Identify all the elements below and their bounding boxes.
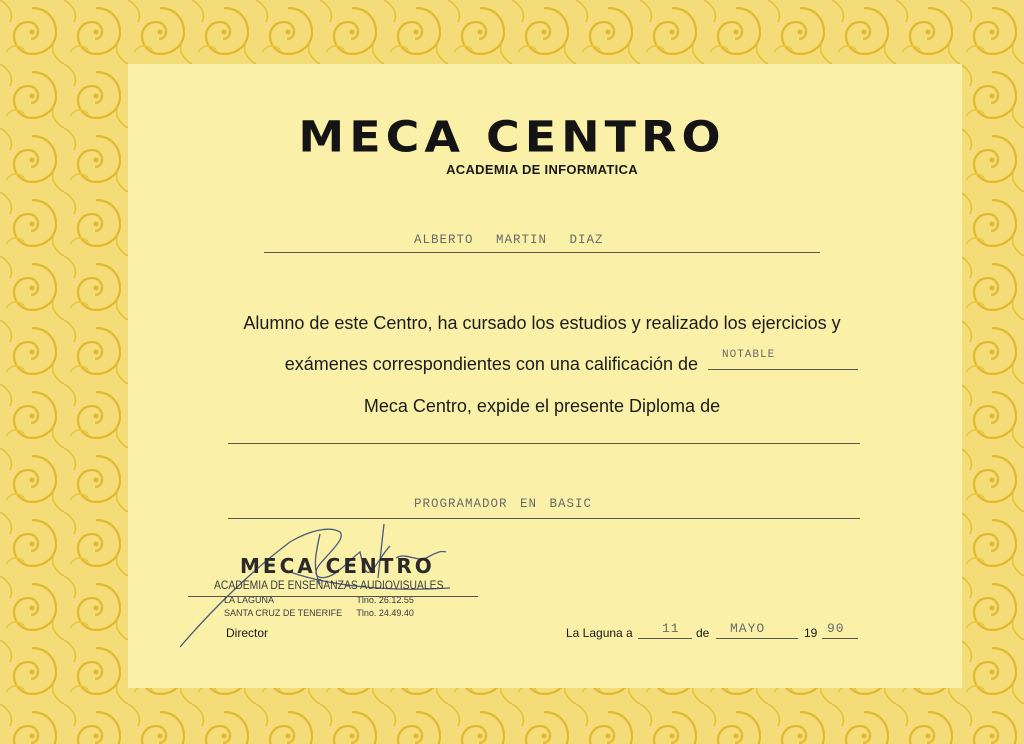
date-month-line (716, 638, 798, 639)
signature-line (188, 596, 478, 597)
stamp-phone-1: Tlno. 26.12.55 (356, 595, 414, 605)
date-century: 19 (804, 626, 818, 640)
director-label: Director (226, 626, 269, 640)
grade-line (708, 369, 858, 370)
date-day: 11 (662, 621, 680, 636)
stamp-subtitle: ACADEMIA DE ENSEÑANZAS AUDIOVISUALES (214, 580, 444, 592)
date-day-line (638, 638, 692, 639)
date-place: La Laguna a (566, 626, 633, 640)
date-year: 90 (827, 621, 845, 636)
institution-subtitle: ACADEMIA DE INFORMATICA (446, 162, 638, 177)
date-year-line (822, 638, 858, 639)
body-line-1: Alumno de este Centro, ha cursado los estudios y realizado los ejercicios y (243, 313, 841, 333)
body-line-2 (228, 354, 698, 375)
institution-stamp (214, 554, 469, 618)
stamp-phone-2: Tlno. 24.49.40 (356, 608, 414, 618)
body-line-2-text: exámenes correspondientes con una calificación de (284, 354, 698, 374)
stamp-city: LA LAGUNA (224, 595, 275, 605)
date-de: de (696, 626, 710, 640)
stamp-city-2: SANTA CRUZ DE TENERIFE (224, 608, 343, 618)
student-name-line (264, 252, 820, 253)
stamp-row-2 (224, 608, 469, 618)
body-line-3: Meca Centro, expide el presente Diploma de (363, 396, 721, 416)
grade-value: NOTABLE (722, 349, 776, 361)
date-month: MAYO (730, 621, 766, 636)
course-name: PROGRAMADOR EN BASIC (414, 497, 593, 511)
diploma-blank-line (228, 443, 860, 444)
student-name: ALBERTO MARTIN DIAZ (414, 233, 604, 247)
institution-logo: MECA CENTRO (298, 112, 726, 162)
stamp-logo: MECA CENTRO (240, 554, 435, 578)
